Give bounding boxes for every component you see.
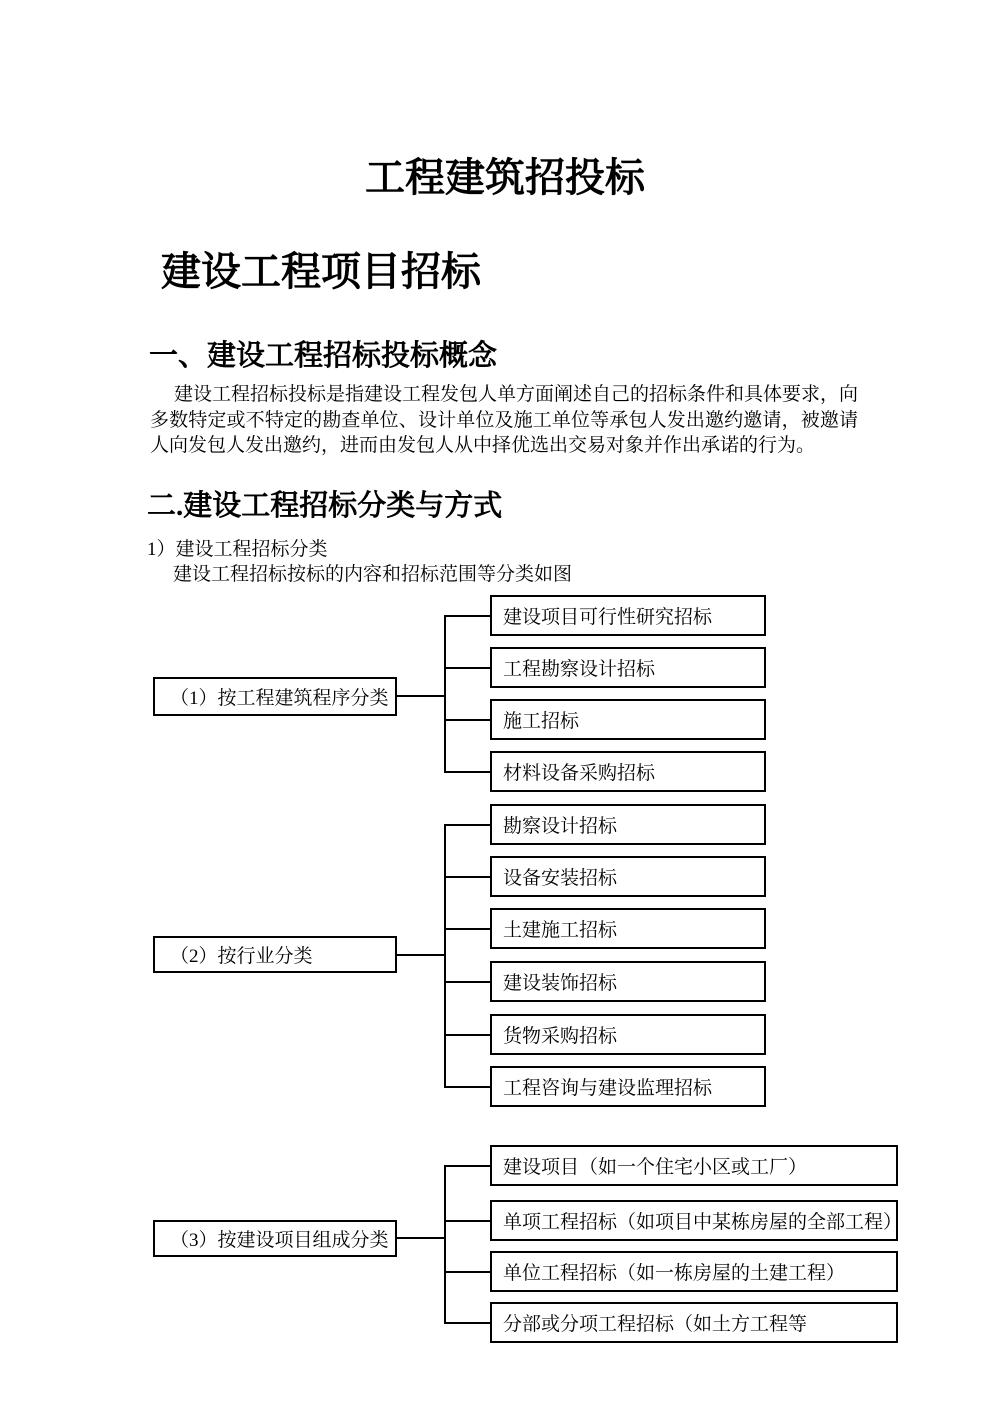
diagram-item-box: 建设项目（如一个住宅小区或工厂） — [490, 1145, 898, 1186]
diagram-item-box: 单位工程招标（如一栋房屋的土建工程） — [490, 1251, 898, 1292]
connector-line — [444, 824, 446, 1088]
doc-title: 工程建筑招投标 — [365, 155, 645, 200]
connector-line — [397, 695, 444, 697]
section1-paragraph: 建设工程招标投标是指建设工程发包人单方面阐述自己的招标条件和具体要求，向多数特定或不特定的勘查单位、设计单位及施工单位等承包人发出邀约邀请，被邀请人向发包人发出邀约，进而由发包人从中择优选出交易对象并作出承诺的行为。 — [150, 384, 859, 457]
diagram-item-box: 工程勘察设计招标 — [490, 647, 766, 688]
connector-line — [444, 1165, 446, 1324]
connector-line — [397, 954, 444, 956]
diagram-item-box: 分部或分项工程招标（如土方工程等 — [490, 1302, 898, 1343]
connector-line — [444, 1322, 490, 1324]
diagram-item-box: 建设装饰招标 — [490, 961, 766, 1002]
diagram-item-box: 设备安装招标 — [490, 856, 766, 897]
connector-line — [444, 615, 490, 617]
category-box-3: （3）按建设项目组成分类 — [153, 1220, 397, 1257]
doc-subtitle: 建设工程项目招标 — [161, 249, 481, 294]
diagram-item-box: 建设项目可行性研究招标 — [490, 595, 766, 636]
diagram-item-box: 工程咨询与建设监理招标 — [490, 1066, 766, 1107]
section2-heading: 二.建设工程招标分类与方式 — [147, 490, 503, 522]
connector-line — [444, 719, 490, 721]
connector-line — [444, 667, 490, 669]
connector-line — [397, 1237, 444, 1239]
connector-line — [444, 1086, 490, 1088]
diagram-item-box: 材料设备采购招标 — [490, 751, 766, 792]
connector-line — [444, 1220, 490, 1222]
diagram-item-box: 施工招标 — [490, 699, 766, 740]
diagram-item-box: 勘察设计招标 — [490, 804, 766, 845]
connector-line — [444, 928, 490, 930]
connector-line — [444, 771, 490, 773]
connector-line — [444, 615, 446, 773]
diagram-caption: 建设工程招标按标的内容和招标范围等分类如图 — [173, 564, 573, 585]
connector-line — [444, 1165, 490, 1167]
connector-line — [444, 1034, 490, 1036]
connector-line — [444, 981, 490, 983]
connector-line — [444, 1271, 490, 1273]
section2-list-item: 1）建设工程招标分类 — [147, 539, 328, 560]
category-box-2: （2）按行业分类 — [153, 936, 397, 973]
connector-line — [444, 824, 490, 826]
diagram-item-box: 单项工程招标（如项目中某栋房屋的全部工程） — [490, 1200, 898, 1241]
section1-heading: 一、建设工程招标投标概念 — [149, 340, 498, 372]
connector-line — [444, 876, 490, 878]
diagram-item-box: 货物采购招标 — [490, 1014, 766, 1055]
category-box-1: （1）按工程建筑程序分类 — [153, 677, 397, 716]
diagram-item-box: 土建施工招标 — [490, 908, 766, 949]
